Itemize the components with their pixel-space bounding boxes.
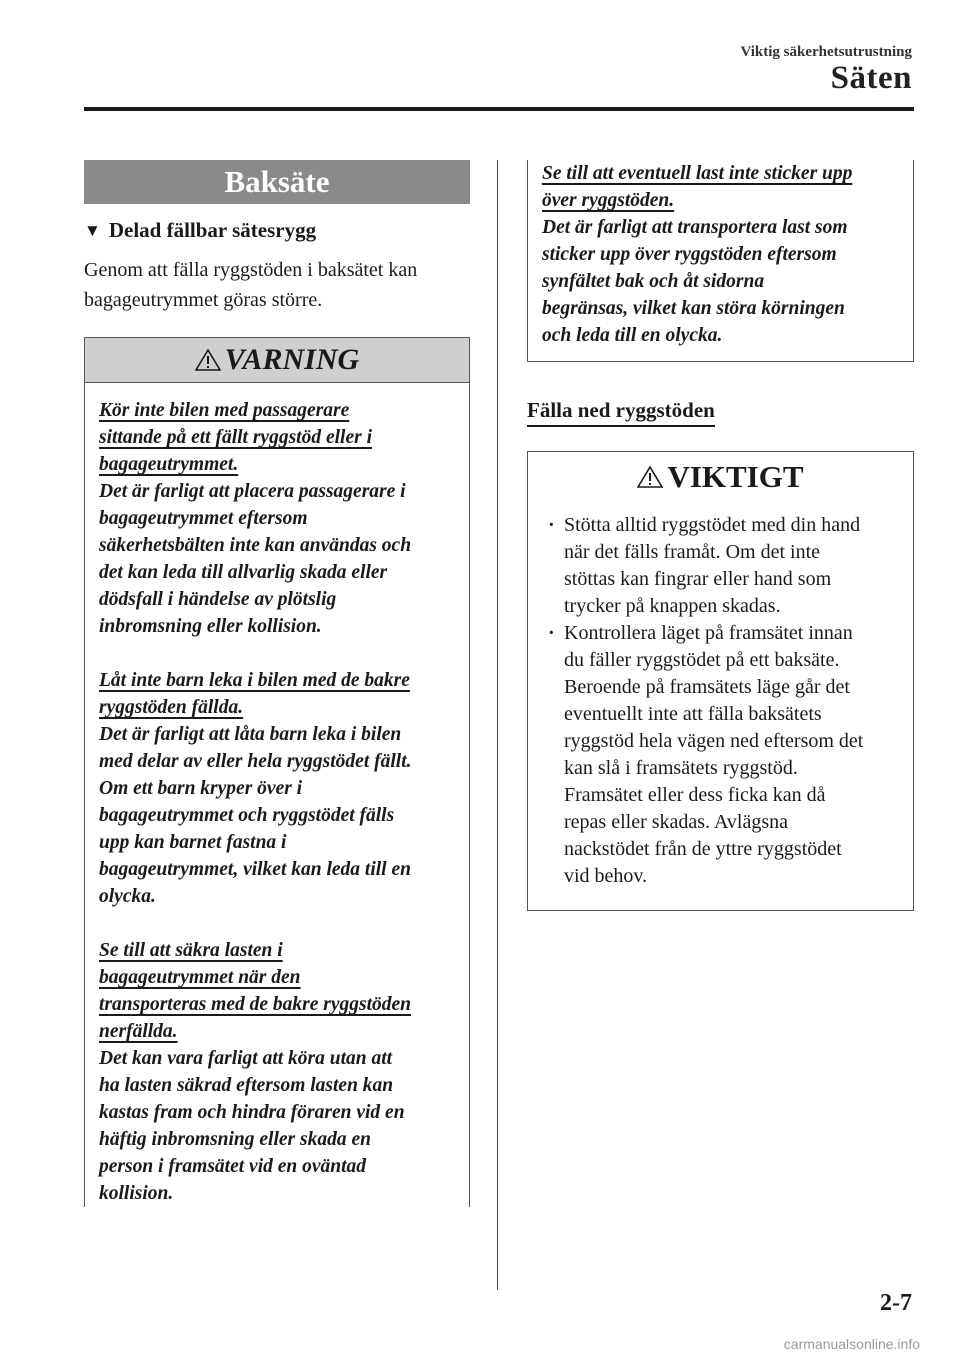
warning-heading-text: Kör inte bilen med passagerare — [99, 400, 350, 421]
watermark: carmanualsonline.info — [783, 1336, 920, 1352]
warning-body-line: Det kan vara farligt att köra utan att — [99, 1048, 393, 1069]
warning-body-line: Om ett barn kryper över i — [99, 778, 303, 799]
warning-body-line: person i framsätet vid en oväntad — [99, 1156, 367, 1177]
important-item-line: kan slå i framsätets ryggstöd. — [564, 757, 798, 779]
page-section-title: Säten — [830, 60, 912, 96]
important-header — [528, 452, 913, 502]
warning-body — [85, 383, 469, 1207]
warning-heading-text: transporteras med de bakre ryggstöden — [99, 994, 411, 1015]
warning-body-line: ha lasten säkrad eftersom lasten kan — [99, 1075, 394, 1096]
warning-body-line: Det är farligt att placera passagerare i — [99, 481, 406, 502]
header-divider — [84, 107, 914, 111]
warning-body-line: dödsfall i händelse av plötslig — [99, 589, 337, 610]
warning-body-line: det kan leda till allvarlig skada eller — [99, 562, 388, 583]
important-item-line: ryggstöd hela vägen ned eftersom det — [564, 730, 864, 752]
bullet-icon: · — [548, 514, 555, 536]
warning-heading-text: sittande på ett fällt ryggstöd eller i — [99, 427, 372, 448]
warning-body-line: Det är farligt att transportera last som — [542, 217, 848, 238]
warning-body — [528, 160, 913, 361]
warning-heading-line — [99, 964, 455, 991]
intro-line: Genom att fälla ryggstöden i baksätet kan — [84, 259, 418, 281]
warning-body-line: begränsas, vilket kan störa körningen — [542, 298, 845, 319]
warning-body-line: sticker upp över ryggstöden eftersom — [542, 244, 837, 265]
important-item — [548, 620, 897, 890]
warning-heading-line — [99, 991, 455, 1018]
warning-heading-line — [99, 937, 455, 964]
warning-heading-line — [99, 694, 455, 721]
warning-body-line: med delar av eller hela ryggstödet fällt. — [99, 751, 412, 772]
warning-heading-text: Se till att eventuell last inte sticker upp — [542, 163, 853, 184]
column-divider — [497, 160, 498, 1290]
warning-body-line: inbromsning eller kollision. — [99, 616, 322, 637]
warning-paragraph — [99, 667, 455, 910]
warning-label: VARNING — [224, 343, 360, 376]
warning-heading-text: bagageutrymmet när den — [99, 967, 301, 988]
important-item-line: Stötta alltid ryggstödet med din hand — [564, 514, 861, 536]
page-number: 2-7 — [880, 1290, 912, 1316]
warning-body-line: kollision. — [99, 1183, 174, 1204]
warning-heading-line — [99, 397, 455, 424]
important-item-line: när det fälls framåt. Om det inte — [564, 541, 821, 563]
warning-heading-line — [99, 424, 455, 451]
important-label: VIKTIGT — [667, 459, 804, 494]
warning-body-line: olycka. — [99, 886, 156, 907]
intro-paragraph — [84, 255, 470, 315]
right-column — [527, 160, 914, 911]
important-item-line: du fäller ryggstödet på ett baksäte. — [564, 649, 840, 671]
important-item-line: repas eller skadas. Avlägsna — [564, 811, 788, 833]
intro-line: bagageutrymmet göras större. — [84, 289, 323, 311]
warning-heading-text: Låt inte barn leka i bilen med de bakre — [99, 670, 410, 691]
fold-heading: Fälla ned ryggstöden — [527, 398, 715, 427]
important-item-line: Beroende på framsätets läge går det — [564, 676, 850, 698]
triangle-marker-icon: ▼ — [84, 220, 101, 240]
important-item-line: stöttas kan fingrar eller hand som — [564, 568, 832, 590]
warning-paragraph — [99, 397, 455, 640]
important-item — [548, 512, 897, 620]
important-item-line: Kontrollera läget på framsätet innan — [564, 622, 853, 644]
warning-triangle-icon — [195, 348, 221, 372]
important-item-line: trycker på knappen skadas. — [564, 595, 781, 617]
important-item-line: nackstödet från de yttre ryggstödet — [564, 838, 842, 860]
warning-heading-line — [99, 667, 455, 694]
warning-body-line: bagageutrymmet eftersom — [99, 508, 308, 529]
chapter-title: Viktig säkerhetsutrustning — [740, 44, 912, 60]
warning-heading-line — [542, 160, 899, 187]
warning-body-line: bagageutrymmet och ryggstödet fälls — [99, 805, 395, 826]
warning-body-line: häftig inbromsning eller skada en — [99, 1129, 371, 1150]
bullet-icon: · — [548, 622, 555, 644]
warning-heading-line — [99, 451, 455, 478]
warning-heading-text: över ryggstöden. — [542, 190, 675, 211]
section-banner: Baksäte — [84, 160, 470, 204]
important-item-line: vid behov. — [564, 865, 648, 887]
important-box — [527, 451, 914, 911]
warning-box-continued — [527, 160, 914, 362]
warning-paragraph — [99, 937, 455, 1207]
warning-triangle-icon — [637, 465, 663, 489]
warning-body-line: säkerhetsbälten inte kan användas och — [99, 535, 412, 556]
important-item-line: Framsätet eller dess ficka kan då — [564, 784, 826, 806]
warning-box — [84, 337, 470, 1207]
warning-header — [85, 338, 469, 383]
warning-body-line: kastas fram och hindra föraren vid en — [99, 1102, 405, 1123]
warning-heading-line — [542, 187, 899, 214]
left-column — [84, 160, 470, 1207]
warning-body-line: synfältet bak och åt sidorna — [542, 271, 765, 292]
subheading-text: Delad fällbar sätesrygg — [108, 218, 317, 242]
important-item-text — [564, 620, 863, 890]
warning-heading-text: nerfällda. — [99, 1021, 178, 1042]
warning-body-line: upp kan barnet fastna i — [99, 832, 287, 853]
warning-heading-text: ryggstöden fällda. — [99, 697, 244, 718]
warning-body-line: bagageutrymmet, vilket kan leda till en — [99, 859, 411, 880]
warning-body-line: Det är farligt att låta barn leka i bilen — [99, 724, 402, 745]
warning-body-line: och leda till en olycka. — [542, 325, 723, 346]
warning-heading-text: bagageutrymmet. — [99, 454, 239, 475]
important-item-line: eventuellt inte att fälla baksätets — [564, 703, 822, 725]
important-body — [528, 502, 913, 910]
warning-heading-text: Se till att säkra lasten i — [99, 940, 283, 961]
warning-heading-line — [99, 1018, 455, 1045]
subheading — [84, 218, 470, 243]
important-item-text — [564, 512, 860, 620]
